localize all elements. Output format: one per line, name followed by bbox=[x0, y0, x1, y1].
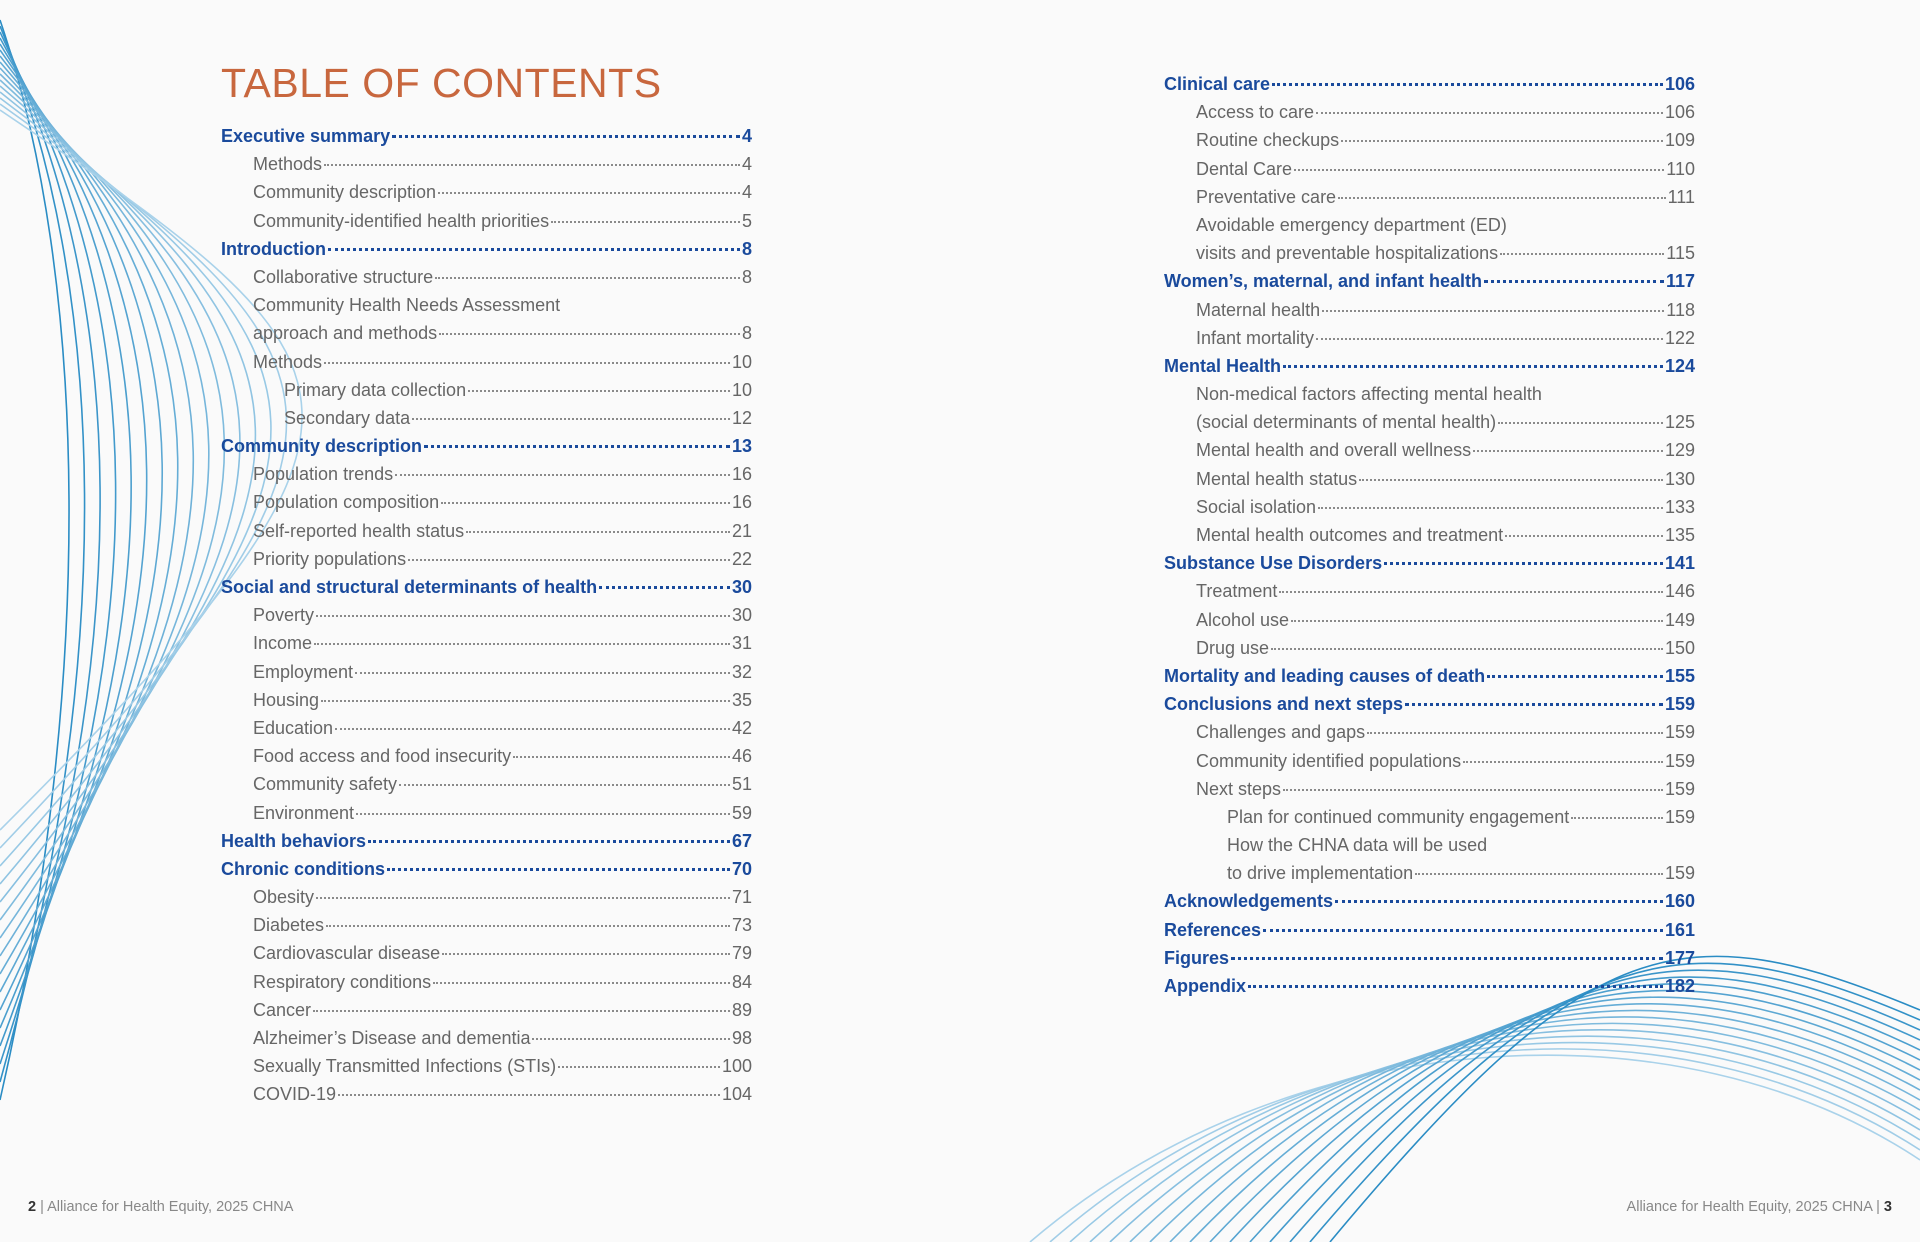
toc-entry-page: 35 bbox=[731, 689, 752, 710]
toc-entry-page: 8 bbox=[741, 266, 752, 287]
toc-leader-dots bbox=[1271, 648, 1663, 650]
toc-entry-page: 159 bbox=[1664, 722, 1695, 743]
toc-entry-label: Infant mortality bbox=[1196, 327, 1315, 348]
toc-entry-label: Chronic conditions bbox=[221, 858, 385, 879]
toc-leader-dots bbox=[433, 982, 730, 984]
toc-entry-page: 104 bbox=[721, 1084, 752, 1105]
toc-entry[interactable] bbox=[221, 517, 752, 545]
toc-leader-dots bbox=[408, 559, 730, 561]
toc-entry-label: How the CHNA data will be used bbox=[1227, 835, 1488, 856]
toc-leader-dots bbox=[1318, 507, 1663, 509]
toc-leader-dots bbox=[532, 1038, 729, 1040]
toc-entry-label: Drug use bbox=[1196, 637, 1270, 658]
toc-entry-page: 100 bbox=[721, 1056, 752, 1077]
toc-entry-label: Treatment bbox=[1196, 581, 1278, 602]
toc-entry-label: Poverty bbox=[253, 605, 315, 626]
toc-entry-page: 177 bbox=[1664, 947, 1695, 968]
toc-entry-page: 89 bbox=[731, 999, 752, 1020]
toc-entry[interactable] bbox=[1164, 634, 1695, 662]
toc-entry-label: Acknowledgements bbox=[1164, 891, 1334, 912]
toc-leader-dots bbox=[1294, 169, 1664, 171]
toc-entry-label: Education bbox=[253, 717, 334, 738]
toc-entry-page: 159 bbox=[1664, 863, 1695, 884]
toc-leader-dots bbox=[1316, 112, 1663, 114]
toc-entry-page: 159 bbox=[1664, 750, 1695, 771]
toc-entry[interactable] bbox=[221, 291, 752, 319]
toc-entry-page: 160 bbox=[1664, 891, 1695, 912]
toc-entry-page: 67 bbox=[731, 830, 752, 851]
toc-entry[interactable] bbox=[221, 1052, 752, 1080]
toc-leader-dots bbox=[412, 418, 730, 420]
toc-entry-label: Methods bbox=[253, 154, 323, 175]
toc-entry[interactable] bbox=[221, 629, 752, 657]
toc-leader-dots bbox=[1322, 310, 1664, 312]
toc-entry-label: Alcohol use bbox=[1196, 609, 1290, 630]
toc-entry[interactable] bbox=[221, 432, 752, 460]
toc-entry-page: 8 bbox=[741, 238, 752, 259]
toc-entry[interactable] bbox=[1164, 887, 1695, 915]
toc-entry[interactable] bbox=[221, 1024, 752, 1052]
toc-leader-dots bbox=[1571, 817, 1663, 819]
toc-entry[interactable] bbox=[221, 488, 752, 516]
toc-entry-page: 161 bbox=[1664, 919, 1695, 940]
toc-leader-dots bbox=[1484, 280, 1664, 283]
page-title: TABLE OF CONTENTS bbox=[221, 60, 662, 106]
toc-leader-dots bbox=[599, 586, 730, 589]
toc-entry-page: 149 bbox=[1664, 609, 1695, 630]
wave-line bbox=[0, 38, 116, 1046]
toc-entry[interactable] bbox=[1164, 155, 1695, 183]
wave-line bbox=[0, 56, 162, 992]
toc-entry-label: Introduction bbox=[221, 238, 326, 259]
toc-entry[interactable] bbox=[1164, 662, 1695, 690]
toc-entry[interactable] bbox=[221, 319, 752, 347]
toc-entry[interactable] bbox=[221, 263, 752, 291]
toc-entry-label: Social isolation bbox=[1196, 496, 1317, 517]
toc-entry-page: 30 bbox=[731, 577, 752, 597]
toc-leader-dots bbox=[441, 502, 730, 504]
toc-entry-page: 4 bbox=[741, 154, 752, 175]
toc-entry[interactable] bbox=[221, 122, 752, 150]
toc-leader-dots bbox=[324, 164, 740, 166]
toc-entry-label: Executive summary bbox=[221, 126, 391, 146]
footer-left bbox=[28, 1199, 293, 1215]
toc-entry-label: Respiratory conditions bbox=[253, 971, 432, 992]
toc-column-left bbox=[221, 122, 752, 1109]
toc-entry-label: Dental Care bbox=[1196, 158, 1293, 179]
toc-entry[interactable] bbox=[221, 376, 752, 404]
toc-entry-label: Social and structural determinants of health bbox=[221, 577, 598, 597]
toc-entry[interactable] bbox=[221, 545, 752, 573]
toc-entry-page: 159 bbox=[1664, 806, 1695, 827]
toc-entry[interactable] bbox=[1164, 521, 1695, 549]
toc-entry-label: Figures bbox=[1164, 947, 1230, 968]
toc-entry-label: Cancer bbox=[253, 999, 312, 1020]
toc-entry[interactable] bbox=[221, 883, 752, 911]
toc-leader-dots bbox=[316, 615, 730, 617]
toc-entry-page: 22 bbox=[731, 548, 752, 569]
toc-entry-page: 98 bbox=[731, 1028, 752, 1048]
toc-entry-label: COVID-19 bbox=[253, 1084, 337, 1105]
toc-entry[interactable] bbox=[221, 855, 752, 883]
toc-entry[interactable] bbox=[221, 348, 752, 376]
toc-entry[interactable] bbox=[221, 799, 752, 827]
wave-line bbox=[0, 26, 85, 1082]
toc-entry-page: 106 bbox=[1664, 102, 1695, 123]
toc-entry[interactable] bbox=[221, 207, 752, 235]
toc-entry-page: 42 bbox=[731, 717, 752, 738]
wave-line bbox=[0, 62, 178, 974]
toc-leader-dots bbox=[1248, 985, 1663, 988]
toc-leader-dots bbox=[1283, 789, 1663, 791]
toc-leader-dots bbox=[368, 840, 730, 843]
toc-leader-dots bbox=[438, 192, 740, 194]
toc-leader-dots bbox=[321, 700, 730, 702]
toc-leader-dots bbox=[1316, 338, 1663, 340]
toc-entry[interactable] bbox=[1164, 239, 1695, 267]
toc-entry-page: 12 bbox=[731, 407, 752, 428]
toc-entry[interactable] bbox=[1164, 436, 1695, 464]
toc-leader-dots bbox=[1384, 562, 1663, 565]
toc-entry-page: 182 bbox=[1664, 976, 1695, 996]
wave-line bbox=[0, 44, 131, 1028]
toc-entry[interactable] bbox=[221, 742, 752, 770]
toc-leader-dots bbox=[314, 643, 730, 645]
toc-entry-page: 146 bbox=[1664, 581, 1695, 602]
toc-entry[interactable] bbox=[1164, 577, 1695, 605]
toc-entry-label: Diabetes bbox=[253, 915, 325, 936]
toc-entry-page: 46 bbox=[731, 746, 752, 767]
toc-entry-label: Mental health and overall wellness bbox=[1196, 440, 1472, 461]
toc-entry-page: 21 bbox=[731, 520, 752, 541]
toc-entry-page: 73 bbox=[731, 915, 752, 936]
toc-entry-page: 130 bbox=[1664, 468, 1695, 489]
toc-entry-page: 141 bbox=[1664, 553, 1695, 574]
toc-entry-label: Women’s, maternal, and infant health bbox=[1164, 271, 1483, 292]
toc-leader-dots bbox=[1473, 450, 1663, 452]
toc-entry-label: Primary data collection bbox=[284, 379, 467, 400]
toc-entry-label: Preventative care bbox=[1196, 186, 1337, 207]
toc-entry-label: Self-reported health status bbox=[253, 520, 465, 541]
toc-entry-label: Income bbox=[253, 633, 313, 654]
toc-entry[interactable] bbox=[1164, 380, 1695, 408]
toc-entry-page: 155 bbox=[1664, 665, 1695, 686]
toc-entry[interactable] bbox=[221, 939, 752, 967]
toc-column-right bbox=[1164, 70, 1695, 1000]
toc-entry[interactable] bbox=[1164, 70, 1695, 98]
toc-entry[interactable] bbox=[1164, 606, 1695, 634]
toc-entry-page: 4 bbox=[741, 126, 752, 146]
toc-entry[interactable] bbox=[1164, 549, 1695, 577]
toc-entry-label: Methods bbox=[253, 351, 323, 372]
toc-leader-dots bbox=[424, 445, 730, 448]
toc-entry[interactable] bbox=[221, 573, 752, 601]
toc-entry-page: 109 bbox=[1664, 130, 1695, 151]
toc-leader-dots bbox=[399, 784, 730, 786]
toc-entry-page: 135 bbox=[1664, 525, 1695, 545]
toc-entry[interactable] bbox=[1164, 831, 1695, 859]
toc-entry[interactable] bbox=[1164, 690, 1695, 718]
footer-right bbox=[1627, 1199, 1892, 1215]
toc-entry[interactable] bbox=[1164, 211, 1695, 239]
toc-leader-dots bbox=[551, 221, 740, 223]
toc-entry[interactable] bbox=[1164, 916, 1695, 944]
toc-entry[interactable] bbox=[1164, 126, 1695, 154]
toc-entry-page: 5 bbox=[741, 210, 752, 231]
toc-entry[interactable] bbox=[1164, 408, 1695, 436]
toc-entry[interactable] bbox=[221, 911, 752, 939]
page-number-left: 2 bbox=[28, 1199, 37, 1215]
toc-entry-page: 10 bbox=[731, 379, 752, 400]
toc-entry-label: Avoidable emergency department (ED) bbox=[1196, 214, 1507, 235]
toc-entry[interactable] bbox=[221, 827, 752, 855]
toc-leader-dots bbox=[1367, 732, 1663, 734]
toc-entry[interactable] bbox=[1164, 465, 1695, 493]
toc-leader-dots bbox=[558, 1066, 720, 1068]
toc-entry-page: 79 bbox=[731, 943, 752, 964]
toc-leader-dots bbox=[466, 531, 730, 533]
toc-entry-page: 13 bbox=[731, 436, 752, 457]
toc-entry-label: Population composition bbox=[253, 492, 440, 513]
toc-entry[interactable] bbox=[1164, 296, 1695, 324]
toc-entry-page: 125 bbox=[1664, 412, 1695, 433]
toc-entry[interactable] bbox=[221, 235, 752, 263]
toc-entry-page: 32 bbox=[731, 661, 752, 682]
toc-entry-page: 159 bbox=[1664, 694, 1695, 715]
toc-leader-dots bbox=[1283, 365, 1663, 368]
toc-entry[interactable] bbox=[221, 178, 752, 206]
toc-entry-label: Clinical care bbox=[1164, 74, 1271, 94]
toc-entry[interactable] bbox=[1164, 98, 1695, 126]
toc-entry-label: Housing bbox=[253, 689, 320, 710]
toc-entry-page: 110 bbox=[1666, 158, 1695, 179]
toc-entry-page: 118 bbox=[1666, 299, 1695, 320]
toc-entry-label: (social determinants of mental health) bbox=[1196, 412, 1497, 433]
toc-entry[interactable] bbox=[1164, 747, 1695, 775]
toc-entry-label: Mortality and leading causes of death bbox=[1164, 665, 1486, 686]
toc-leader-dots bbox=[355, 672, 730, 674]
toc-leader-dots bbox=[1338, 197, 1666, 199]
toc-entry-page: 71 bbox=[731, 887, 752, 908]
toc-entry-label: Non-medical factors affecting mental health bbox=[1196, 384, 1542, 405]
toc-leader-dots bbox=[326, 925, 730, 927]
toc-entry-label: Community identified populations bbox=[1196, 750, 1462, 771]
toc-leader-dots bbox=[1341, 140, 1663, 142]
toc-entry-page: 124 bbox=[1664, 355, 1695, 376]
toc-entry[interactable] bbox=[1164, 803, 1695, 831]
wave-line bbox=[0, 20, 69, 1100]
toc-entry-label: Cardiovascular disease bbox=[253, 943, 441, 964]
toc-entry-label: Alzheimer’s Disease and dementia bbox=[253, 1028, 531, 1048]
toc-entry-page: 133 bbox=[1664, 496, 1695, 517]
toc-entry[interactable] bbox=[221, 968, 752, 996]
toc-entry-label: Priority populations bbox=[253, 548, 407, 569]
toc-entry-page: 31 bbox=[731, 633, 752, 654]
toc-entry[interactable] bbox=[221, 686, 752, 714]
toc-entry-label: Mental health outcomes and treatment bbox=[1196, 525, 1504, 545]
toc-entry-label: Maternal health bbox=[1196, 299, 1321, 320]
toc-leader-dots bbox=[1279, 591, 1663, 593]
toc-entry-page: 106 bbox=[1664, 74, 1695, 94]
toc-entry[interactable] bbox=[1164, 718, 1695, 746]
wave-line bbox=[0, 74, 209, 938]
toc-entry-label: Secondary data bbox=[284, 407, 411, 428]
toc-leader-dots bbox=[387, 868, 730, 871]
toc-entry-label: Conclusions and next steps bbox=[1164, 694, 1404, 715]
toc-entry[interactable] bbox=[221, 404, 752, 432]
toc-entry-page: 150 bbox=[1664, 637, 1695, 658]
toc-entry[interactable] bbox=[1164, 972, 1695, 1000]
toc-entry[interactable] bbox=[221, 996, 752, 1024]
toc-entry[interactable] bbox=[221, 770, 752, 798]
toc-leader-dots bbox=[439, 333, 740, 335]
toc-entry[interactable] bbox=[1164, 944, 1695, 972]
toc-entry-label: Obesity bbox=[253, 887, 315, 908]
page-number-right: 3 bbox=[1883, 1199, 1892, 1215]
toc-entry-label: Next steps bbox=[1196, 778, 1282, 799]
toc-entry-page: 117 bbox=[1665, 271, 1695, 292]
toc-leader-dots bbox=[392, 135, 740, 138]
toc-leader-dots bbox=[338, 1094, 720, 1096]
toc-leader-dots bbox=[356, 813, 730, 815]
toc-entry[interactable] bbox=[221, 1080, 752, 1108]
toc-leader-dots bbox=[468, 390, 730, 392]
toc-leader-dots bbox=[1359, 479, 1663, 481]
toc-entry-page: 4 bbox=[741, 182, 752, 203]
wave-line bbox=[0, 68, 193, 956]
toc-entry-label: Health behaviors bbox=[221, 830, 367, 851]
toc-entry-page: 10 bbox=[731, 351, 752, 372]
toc-entry-label: visits and preventable hospitalizations bbox=[1196, 243, 1499, 264]
toc-entry[interactable] bbox=[1164, 352, 1695, 380]
toc-entry-page: 111 bbox=[1667, 186, 1695, 207]
toc-entry-page: 51 bbox=[731, 774, 752, 795]
wave-line bbox=[0, 50, 147, 1010]
toc-entry[interactable] bbox=[1164, 267, 1695, 295]
toc-leader-dots bbox=[324, 362, 730, 364]
toc-leader-dots bbox=[1272, 83, 1663, 86]
toc-leader-dots bbox=[313, 1010, 730, 1012]
toc-entry[interactable] bbox=[221, 150, 752, 178]
toc-entry-label: Community description bbox=[221, 436, 423, 457]
toc-leader-dots bbox=[1335, 900, 1663, 903]
toc-leader-dots bbox=[435, 277, 740, 279]
toc-entry-label: Community description bbox=[253, 182, 437, 203]
toc-entry-label: Collaborative structure bbox=[253, 266, 434, 287]
toc-entry-label: Community Health Needs Assessment bbox=[253, 295, 561, 316]
toc-entry-page: 84 bbox=[731, 971, 752, 992]
toc-entry-page: 30 bbox=[731, 605, 752, 626]
toc-entry-label: Routine checkups bbox=[1196, 130, 1340, 151]
toc-leader-dots bbox=[513, 756, 730, 758]
toc-leader-dots bbox=[442, 953, 730, 955]
toc-entry-page: 59 bbox=[731, 802, 752, 823]
toc-entry-page: 70 bbox=[731, 858, 752, 879]
toc-entry-label: Community safety bbox=[253, 774, 398, 795]
toc-entry-label: Access to care bbox=[1196, 102, 1315, 123]
toc-entry-page: 122 bbox=[1664, 327, 1695, 348]
toc-entry-label: Population trends bbox=[253, 464, 394, 485]
footer-right-text: Alliance for Health Equity, 2025 CHNA | bbox=[1626, 1199, 1884, 1215]
toc-leader-dots bbox=[1405, 703, 1663, 706]
toc-entry-label: Employment bbox=[253, 661, 354, 682]
toc-leader-dots bbox=[1505, 535, 1663, 537]
toc-entry-label: to drive implementation bbox=[1227, 863, 1414, 884]
toc-leader-dots bbox=[335, 728, 730, 730]
footer-left-text: | Alliance for Health Equity, 2025 CHNA bbox=[36, 1199, 294, 1215]
toc-entry-label: Substance Use Disorders bbox=[1164, 553, 1383, 574]
toc-entry[interactable] bbox=[1164, 183, 1695, 211]
wave-line bbox=[0, 92, 255, 884]
toc-leader-dots bbox=[1231, 957, 1663, 960]
toc-leader-dots bbox=[1291, 620, 1663, 622]
toc-entry[interactable] bbox=[1164, 859, 1695, 887]
toc-leader-dots bbox=[1415, 873, 1663, 875]
toc-entry-page: 16 bbox=[731, 492, 752, 513]
toc-entry-label: Mental Health bbox=[1164, 355, 1282, 376]
toc-entry[interactable] bbox=[221, 658, 752, 686]
toc-leader-dots bbox=[1463, 761, 1663, 763]
toc-entry-label: Mental health status bbox=[1196, 468, 1358, 489]
toc-entry-label: Challenges and gaps bbox=[1196, 722, 1366, 743]
toc-entry-label: References bbox=[1164, 919, 1262, 940]
toc-entry[interactable] bbox=[221, 714, 752, 742]
toc-entry[interactable] bbox=[221, 601, 752, 629]
toc-entry-label: Plan for continued community engagement bbox=[1227, 806, 1570, 827]
toc-entry[interactable] bbox=[1164, 493, 1695, 521]
toc-entry-label: Food access and food insecurity bbox=[253, 746, 512, 767]
wave-line bbox=[0, 32, 100, 1064]
toc-entry-label: Community-identified health priorities bbox=[253, 210, 550, 231]
wave-line bbox=[0, 80, 224, 920]
toc-leader-dots bbox=[316, 897, 730, 899]
toc-entry-page: 115 bbox=[1666, 243, 1695, 264]
toc-leader-dots bbox=[395, 474, 730, 476]
toc-entry-label: Appendix bbox=[1164, 976, 1247, 996]
toc-entry-label: Environment bbox=[253, 802, 355, 823]
toc-entry-label: Sexually Transmitted Infections (STIs) bbox=[253, 1056, 557, 1077]
toc-entry-label: approach and methods bbox=[253, 323, 438, 344]
toc-entry[interactable] bbox=[221, 460, 752, 488]
toc-leader-dots bbox=[1500, 253, 1664, 255]
toc-entry[interactable] bbox=[1164, 324, 1695, 352]
toc-entry-page: 129 bbox=[1664, 440, 1695, 461]
wave-line bbox=[0, 86, 240, 902]
toc-entry-page: 8 bbox=[741, 323, 752, 344]
toc-leader-dots bbox=[1498, 422, 1663, 424]
toc-entry-page: 16 bbox=[731, 464, 752, 485]
toc-leader-dots bbox=[1263, 929, 1663, 932]
toc-entry[interactable] bbox=[1164, 775, 1695, 803]
toc-leader-dots bbox=[328, 248, 740, 251]
toc-leader-dots bbox=[1487, 675, 1663, 678]
toc-entry-page: 159 bbox=[1664, 778, 1695, 799]
